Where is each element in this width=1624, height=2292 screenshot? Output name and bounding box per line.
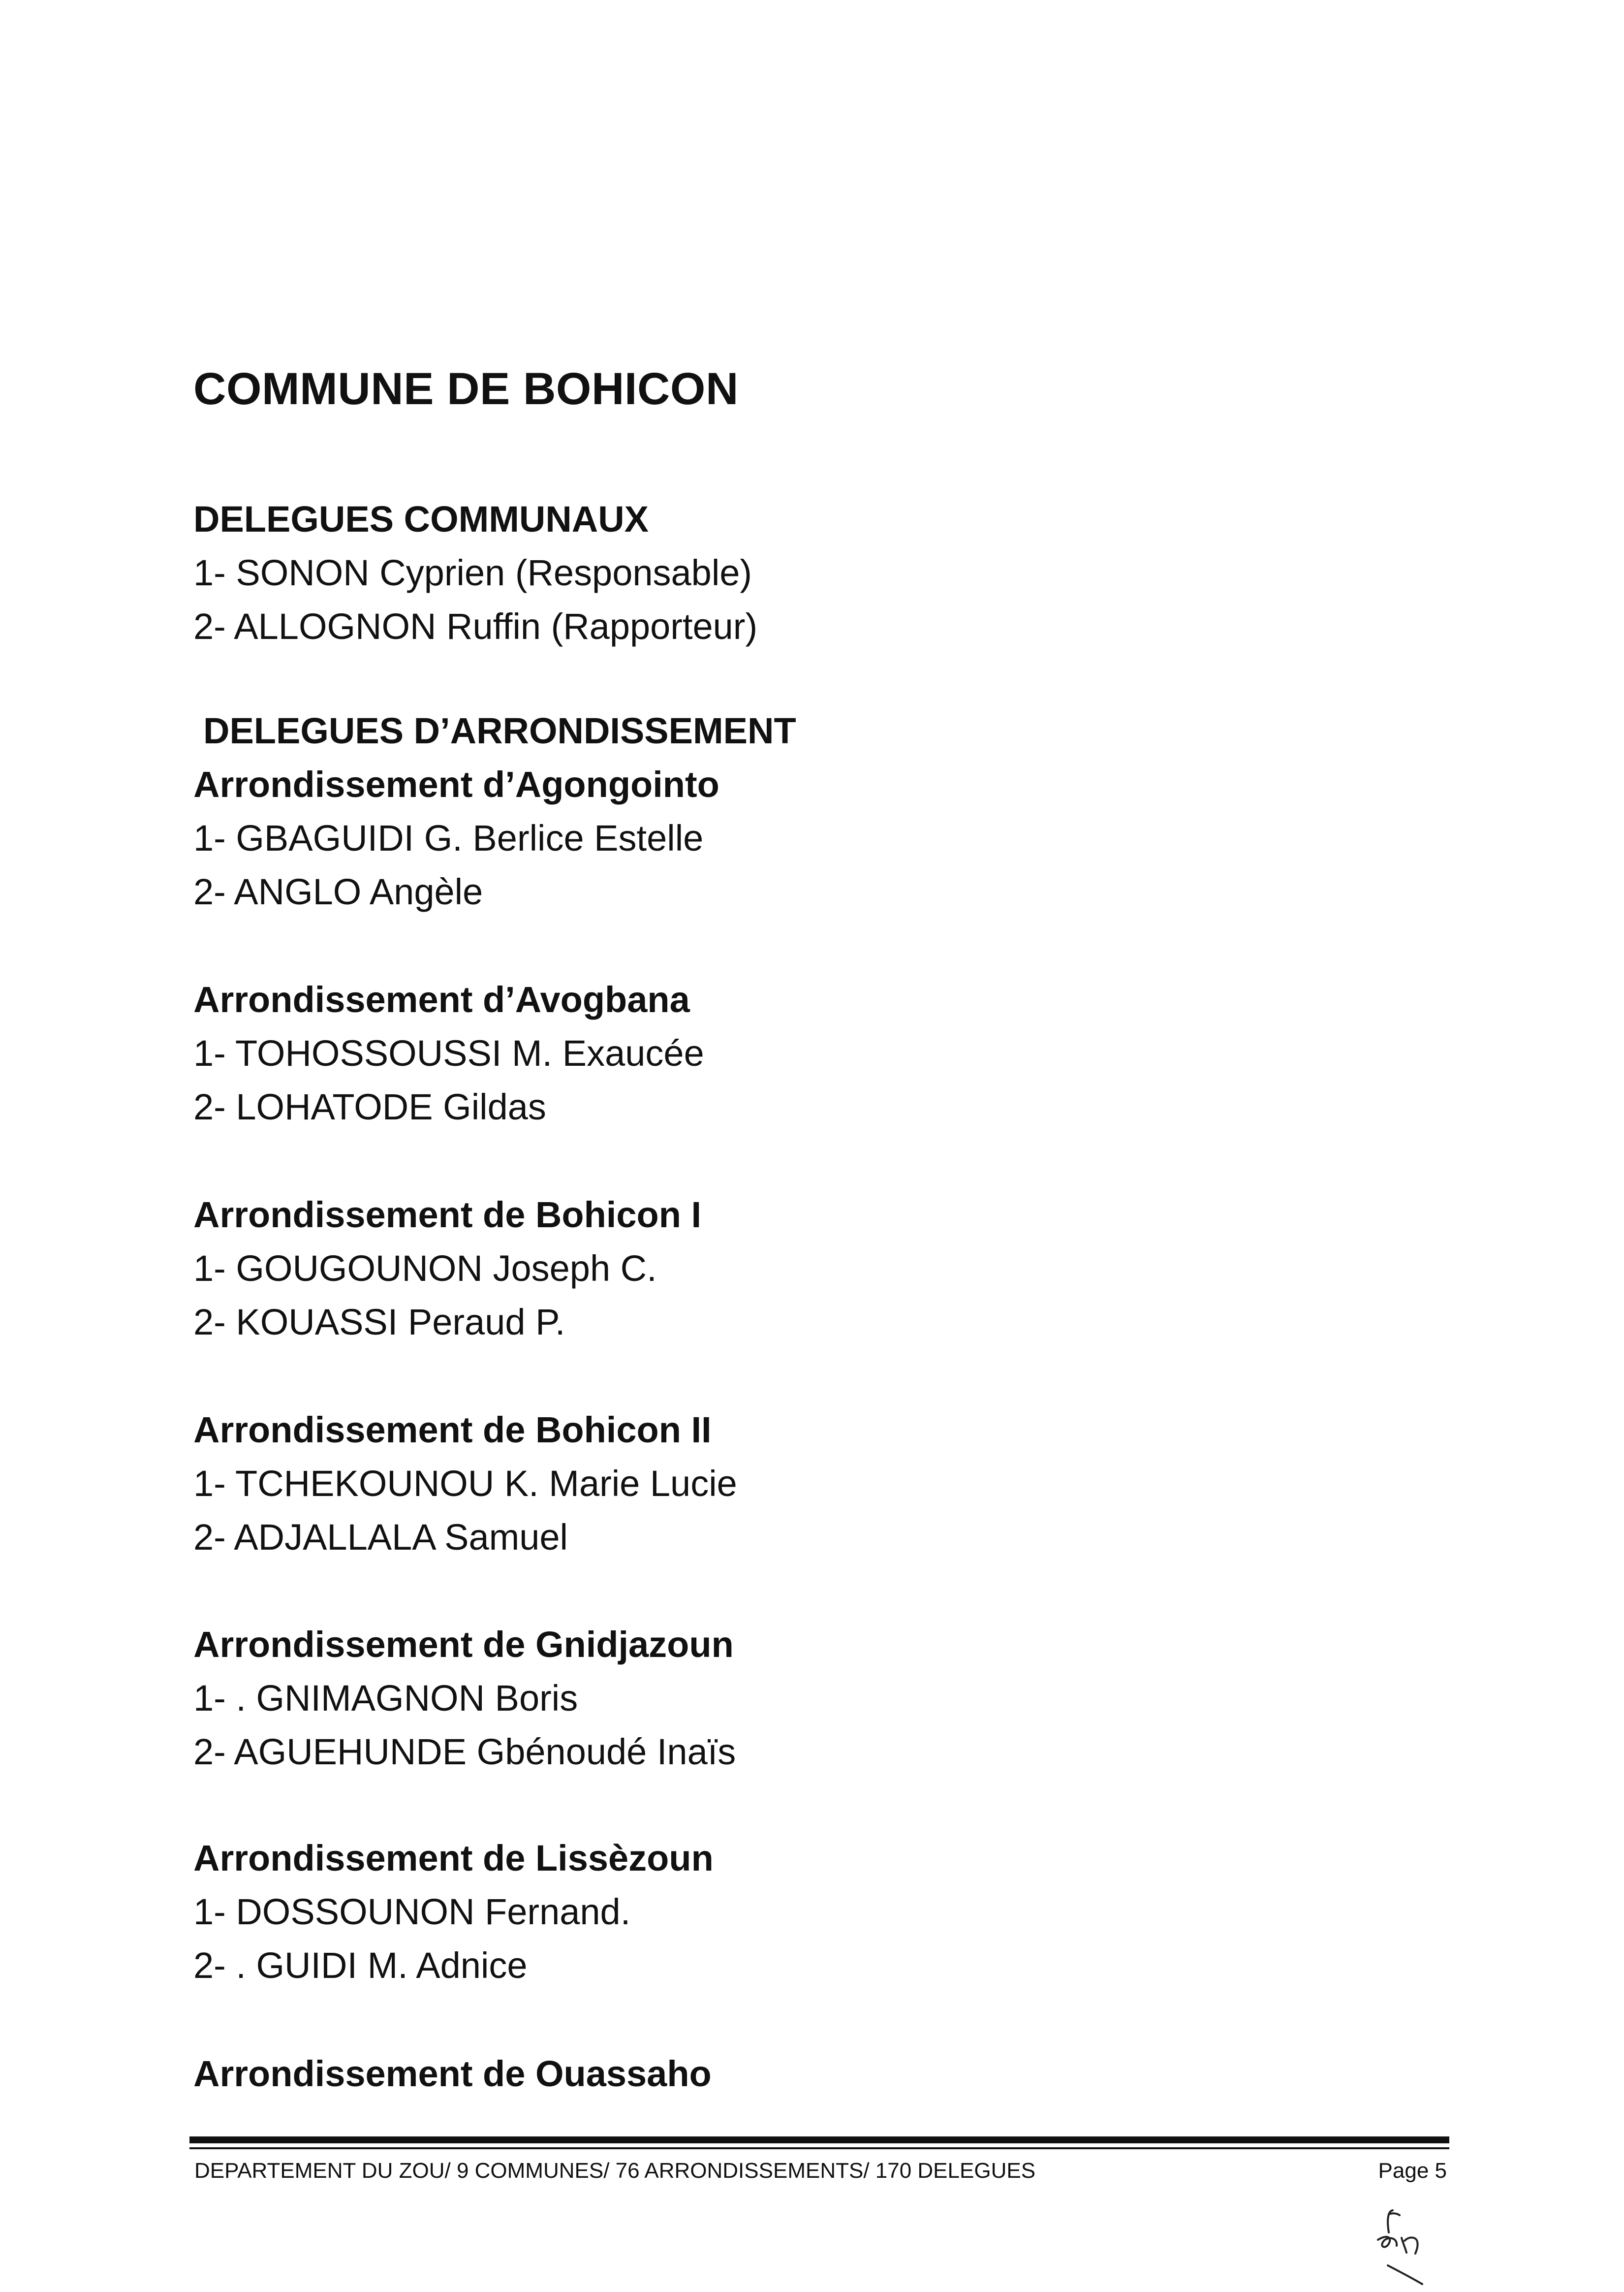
section-gnidjazoun: [193, 1618, 736, 1779]
page-number: Page 5: [1378, 2159, 1447, 2183]
list-item: 1- GOUGOUNON Joseph C.: [193, 1248, 657, 1289]
section-heading: Arrondissement de Bohicon II: [193, 1409, 712, 1450]
section-ouassaho: [193, 2047, 712, 2101]
section-bohicon-1: [193, 1188, 701, 1349]
section-heading: Arrondissement d’Avogbana: [193, 979, 690, 1020]
section-heading: Arrondissement de Lissèzoun: [193, 1838, 714, 1878]
section-heading: Arrondissement de Gnidjazoun: [193, 1624, 734, 1665]
page-title: COMMUNE DE BOHICON: [193, 364, 739, 414]
list-item: 2- ANGLO Angèle: [193, 871, 483, 912]
list-item: 2- AGUEHUNDE Gbénoudé Inaïs: [193, 1731, 736, 1772]
section-lissezoun: [193, 1831, 714, 1992]
section-avogbana: [193, 973, 704, 1134]
handwritten-initials: [1358, 2205, 1447, 2289]
section-heading: Arrondissement d’Agongointo: [193, 764, 719, 805]
footer-rule-thin: [189, 2147, 1449, 2149]
footer-text: DEPARTEMENT DU ZOU/ 9 COMMUNES/ 76 ARRONDISSEMENTS/ 170 DELEGUES: [194, 2159, 1036, 2183]
list-item: 1- SONON Cyprien (Responsable): [193, 552, 752, 593]
list-item: 1- TOHOSSOUSSI M. Exaucée: [193, 1033, 704, 1074]
list-item: 1- DOSSOUNON Fernand.: [193, 1891, 631, 1932]
communal-heading: DELEGUES COMMUNAUX: [193, 499, 649, 540]
section-bohicon-2: [193, 1403, 737, 1564]
footer-rule: [189, 2136, 1449, 2143]
arrondissement-delegates-block: [193, 704, 796, 919]
list-item: 1- TCHEKOUNOU K. Marie Lucie: [193, 1463, 737, 1504]
list-item: 2- ALLOGNON Ruffin (Rapporteur): [193, 606, 758, 647]
section-heading: Arrondissement de Bohicon I: [193, 1194, 702, 1235]
list-item: 2- . GUIDI M. Adnice: [193, 1945, 528, 1986]
arrondissement-heading: DELEGUES D’ARRONDISSEMENT: [203, 710, 796, 751]
list-item: 1- . GNIMAGNON Boris: [193, 1678, 578, 1719]
list-item: 1- GBAGUIDI G. Berlice Estelle: [193, 818, 704, 859]
section-heading: Arrondissement de Ouassaho: [193, 2053, 712, 2094]
list-item: 2- KOUASSI Peraud P.: [193, 1302, 565, 1342]
list-item: 2- ADJALLALA Samuel: [193, 1517, 568, 1558]
list-item: 2- LOHATODE Gildas: [193, 1086, 546, 1127]
communal-delegates-block: [193, 492, 757, 653]
